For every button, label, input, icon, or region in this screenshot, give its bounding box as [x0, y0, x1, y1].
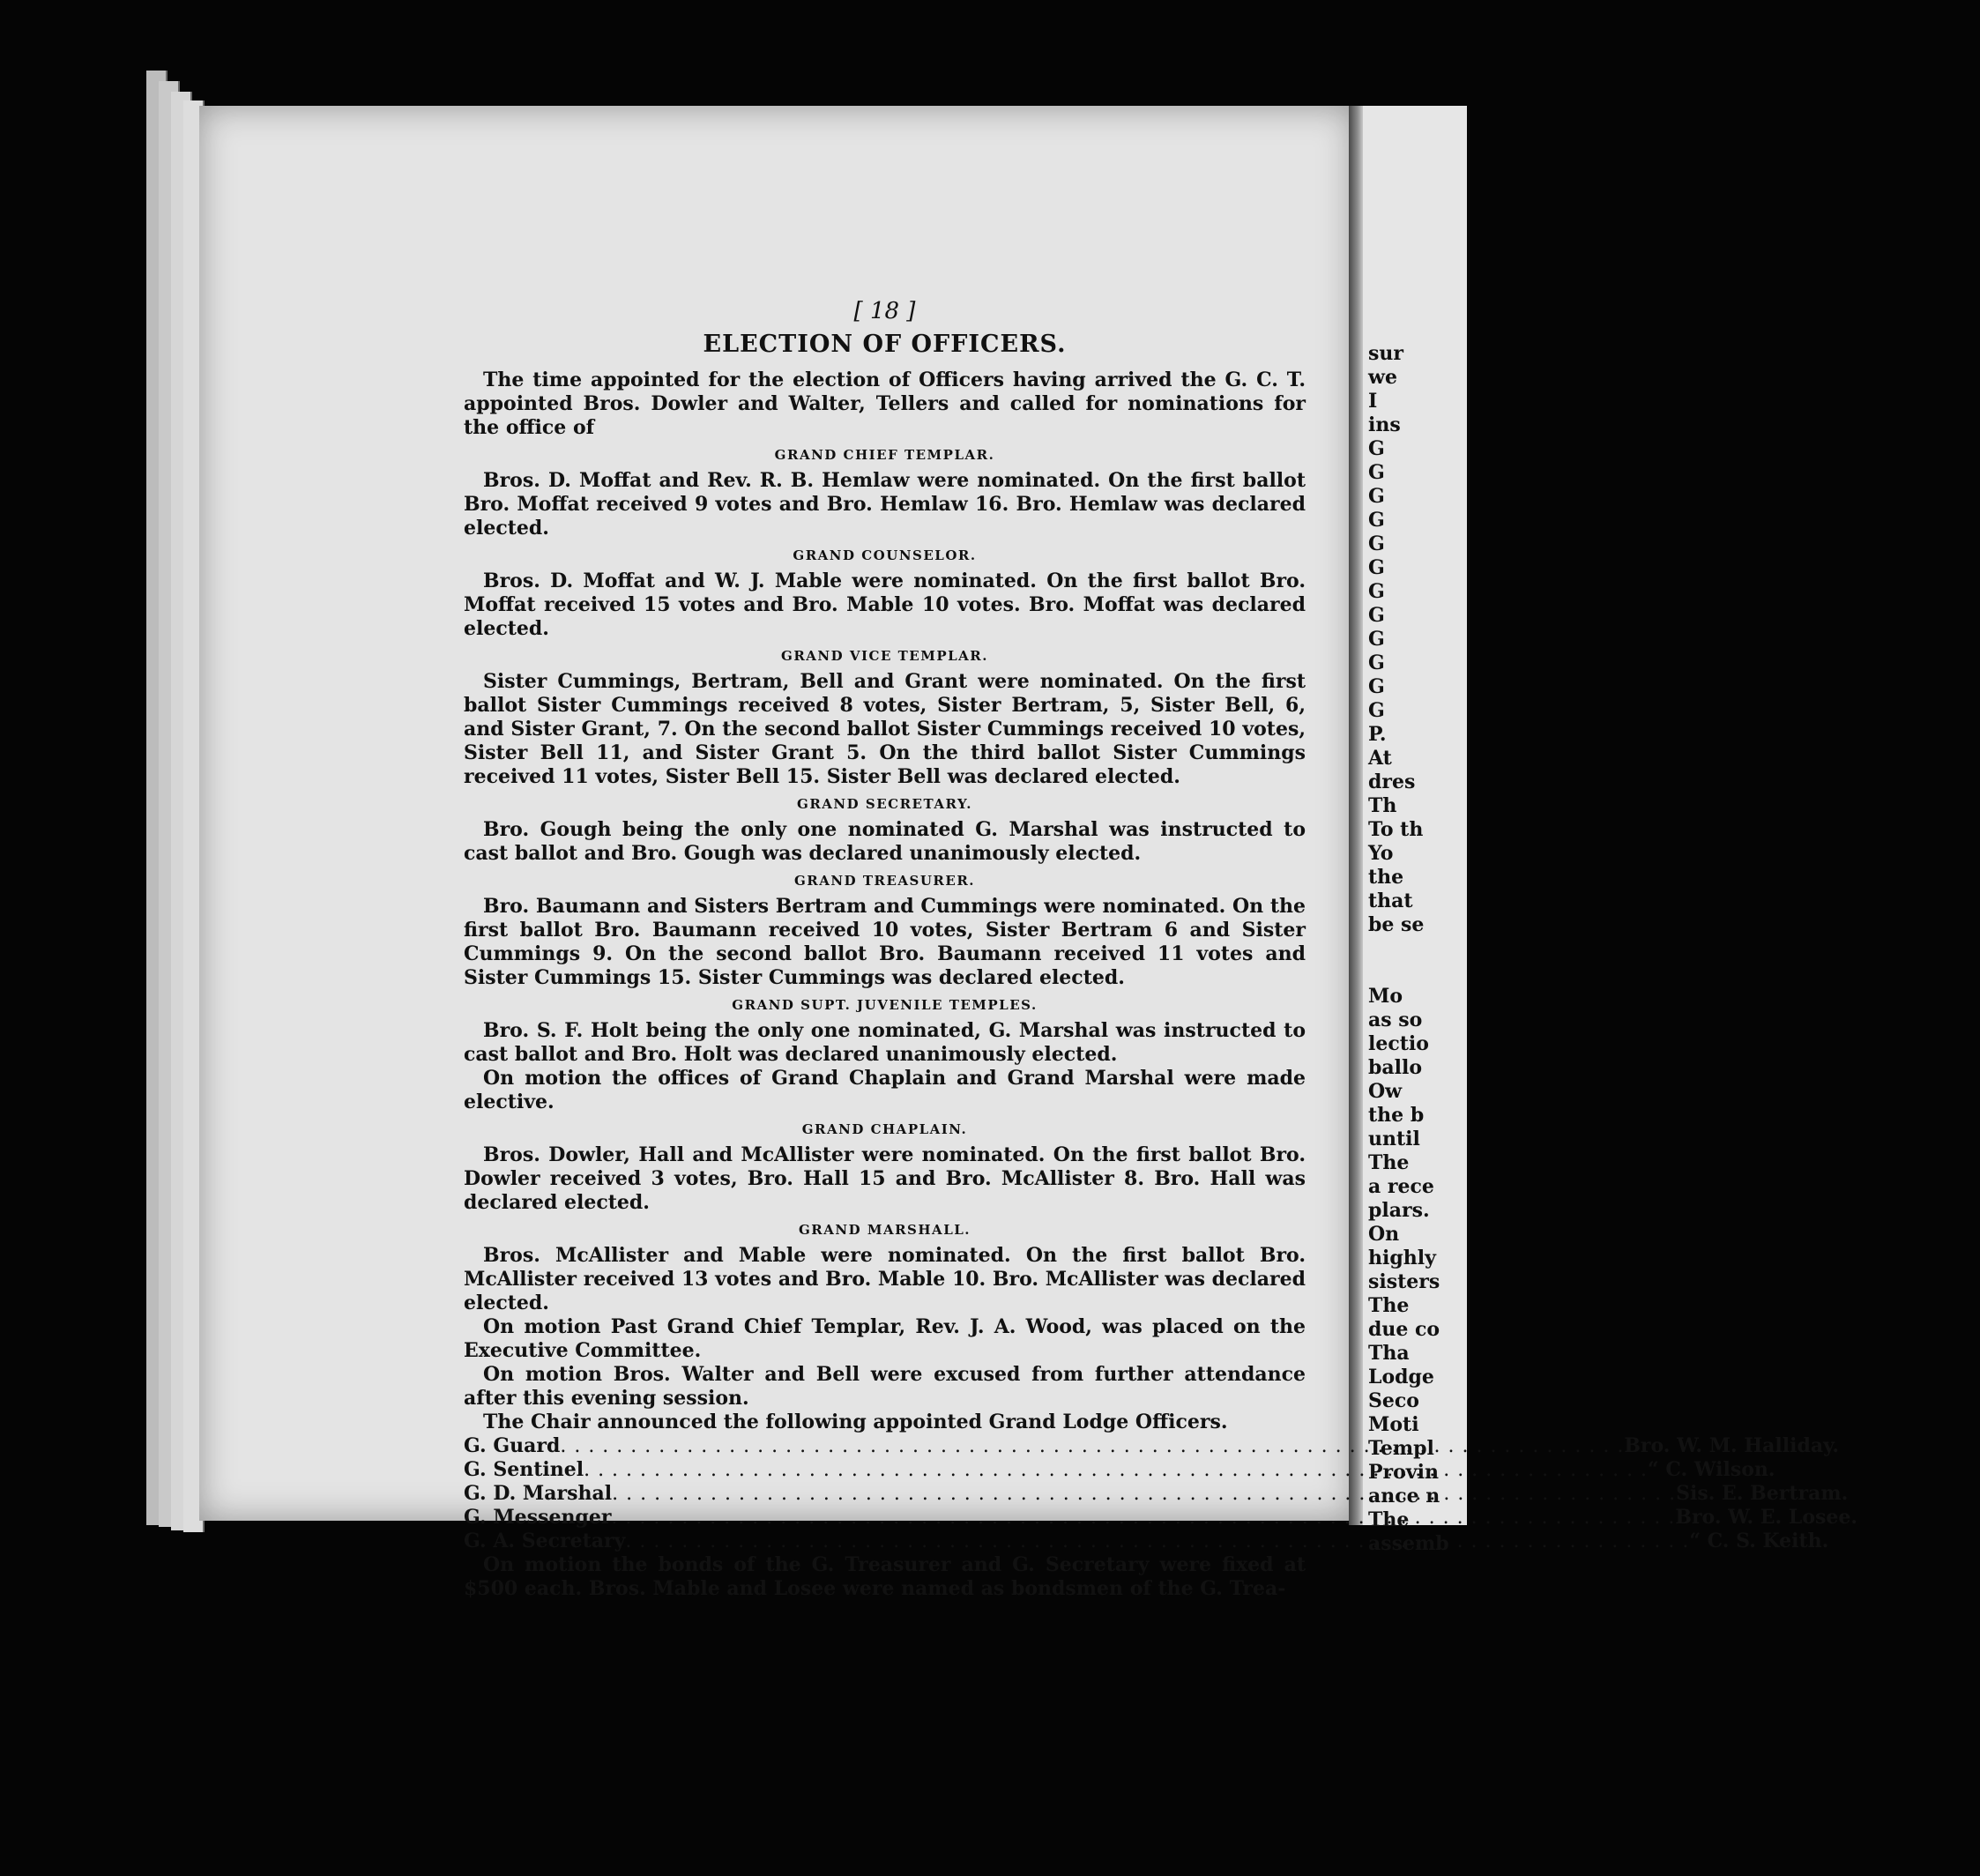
section-heading: GRAND CHIEF TEMPLAR. [774, 447, 995, 463]
officer-title: G. Guard [464, 1434, 561, 1457]
facing-page-line: At [1368, 747, 1392, 770]
officer-title: G. Sentinel [464, 1458, 584, 1481]
facing-page-line: be se [1368, 913, 1425, 936]
facing-page-line: that [1368, 890, 1413, 912]
page-title: ELECTION OF OFFICERS. [703, 331, 1067, 358]
section-text: Bros. McAllister and Mable were nominated. On the first ballot Bro. McAllister received 13 votes and Bro. Mable 10. Bro. McAllister was declared elected. [464, 1244, 1306, 1314]
officer-name: “ C. S. Keith. [1689, 1530, 1829, 1552]
facing-page-line: The [1368, 1294, 1410, 1317]
motion-paragraph: On motion Bros. Walter and Bell were excused from further attendance after this evening session. [464, 1363, 1306, 1410]
intro-paragraph: The time appointed for the election of Officers having arrived the G. C. T. appointed Bros. Dowler and Walter, Tellers and called for nominations for the office of [464, 368, 1306, 439]
facing-page-line: G [1368, 532, 1385, 555]
facing-page-line: On [1368, 1223, 1400, 1246]
facing-page-line: G [1368, 485, 1385, 508]
facing-page-line: due co [1368, 1318, 1440, 1341]
facing-page-line: G [1368, 699, 1385, 722]
facing-page-line [1368, 961, 1449, 985]
facing-page-line: The [1368, 1151, 1410, 1174]
section-heading: GRAND SECRETARY. [797, 796, 972, 812]
officer-title: G. Messenger [464, 1506, 612, 1529]
facing-page-line: G [1368, 556, 1385, 579]
section-text: Bros. D. Moffat and Rev. R. B. Hemlaw were nominated. On the first ballot Bro. Moffat received 9 votes and Bro. Hemlaw 16. Bro. Hemlaw was declared elected. [464, 469, 1306, 540]
facing-page-line: Mo [1368, 985, 1403, 1008]
officer-title: G. D. Marshal [464, 1482, 613, 1505]
facing-page-line: Seco [1368, 1389, 1419, 1412]
leader-dots [560, 1434, 1624, 1458]
motion-paragraph: On motion the offices of Grand Chaplain and Grand Marshal were made elective. [464, 1067, 1306, 1113]
facing-page-line: sur [1368, 342, 1403, 365]
facing-page-line: Templ [1368, 1437, 1434, 1460]
facing-page-line: G [1368, 675, 1385, 698]
facing-page-line: P. [1368, 723, 1387, 746]
facing-page-line: as so [1368, 1009, 1423, 1031]
chair-announcement: The Chair announced the following appointed Grand Lodge Officers. [483, 1411, 1228, 1433]
book-gutter [1349, 106, 1363, 1525]
facing-page-line: Tha [1368, 1342, 1410, 1365]
facing-page-line: Provin [1368, 1461, 1439, 1484]
leader-dots [611, 1506, 1675, 1530]
facing-page-line: G [1368, 437, 1385, 460]
facing-page-line: ins [1368, 413, 1401, 436]
facing-page-line: G [1368, 461, 1385, 484]
section-text: Bro. S. F. Holt being the only one nominated, G. Marshal was instructed to cast ballot and Bro. Holt was declared unanimously elected. [464, 1019, 1306, 1066]
officer-title: G. A. Secretary [464, 1530, 626, 1552]
facing-page-line: Th [1368, 794, 1397, 817]
facing-page-line: I [1368, 390, 1378, 413]
facing-page-line: a rece [1368, 1175, 1434, 1198]
facing-page-line: until [1368, 1128, 1420, 1150]
section-heading: GRAND COUNSELOR. [793, 547, 977, 563]
section-text: Bro. Baumann and Sisters Bertram and Cummings were nominated. On the first ballot Bro. Baumann received 10 votes, Sister Bertram 6 and Sister Cummings 9. On the second ballot Bro. Baumann received 11 votes and Sister Cummings 15. Sister Cummings was declared elected. [464, 895, 1306, 989]
officer-name: Bro. W. M. Halliday. [1624, 1434, 1840, 1457]
facing-page-text [1368, 342, 1449, 1556]
facing-page-line: assemb [1368, 1532, 1449, 1555]
facing-page-line: sisters [1368, 1270, 1440, 1293]
section-heading: GRAND TREASURER. [793, 873, 976, 889]
section-text: Bros. D. Moffat and W. J. Mable were nominated. On the first ballot Bro. Moffat received 15 votes and Bro. Mable 10 votes. Bro. Moffat was declared elected. [464, 570, 1306, 640]
facing-page-line: dres [1368, 770, 1416, 793]
page-number: [ 18 ] [853, 298, 916, 324]
facing-page-line: ance n [1368, 1485, 1440, 1508]
facing-page-line: Yo [1368, 842, 1394, 865]
section-text: Bros. Dowler, Hall and McAllister were nominated. On the first ballot Bro. Dowler received 3 votes, Bro. Hall 15 and Bro. McAllister 8. Bro. Hall was declared elected. [464, 1143, 1306, 1214]
officer-name: “ C. Wilson. [1648, 1458, 1775, 1481]
facing-page-line: highly [1368, 1247, 1436, 1269]
facing-page-line: lectio [1368, 1032, 1429, 1055]
leader-dots [625, 1530, 1689, 1553]
officer-name: Bro. W. E. Losee. [1675, 1506, 1858, 1529]
motion-paragraph: On motion the bonds of the G. Treasurer and G. Secretary were fixed at $500 each. Bros. Mable and Losee were named as bondsmen of the G. Trea- [464, 1553, 1306, 1600]
section-text: Bro. Gough being the only one nominated G. Marshal was instructed to cast ballot and Bro. Gough was declared unanimously elected. [464, 818, 1306, 865]
leader-dots [584, 1458, 1648, 1482]
section-heading: GRAND SUPT. JUVENILE TEMPLES. [732, 997, 1038, 1013]
facing-page-line: To th [1368, 818, 1424, 841]
motion-paragraph: On motion Past Grand Chief Templar, Rev. J. A. Wood, was placed on the Executive Committee. [464, 1315, 1306, 1362]
leader-dots [612, 1482, 1676, 1506]
facing-page-line: G [1368, 604, 1385, 627]
facing-page-line: ballo [1368, 1056, 1423, 1079]
facing-page-line: plars. [1368, 1199, 1430, 1222]
facing-page-line: the [1368, 866, 1404, 889]
facing-page-line: the b [1368, 1104, 1425, 1127]
section-heading: GRAND CHAPLAIN. [801, 1121, 968, 1137]
section-heading: GRAND VICE TEMPLAR. [781, 648, 988, 664]
facing-page-line: G [1368, 651, 1385, 674]
facing-page-line: G [1368, 509, 1385, 532]
facing-page-line: Ow [1368, 1080, 1403, 1103]
officer-name: Sis. E. Bertram. [1676, 1482, 1849, 1505]
section-text: Sister Cummings, Bertram, Bell and Grant were nominated. On the first ballot Sister Cummings received 8 votes, Sister Bertram, 5, Sister Bell, 6, and Sister Grant, 7. On the second ballot Sister Cummings received 10 votes, Sister Bell 11, and Sister Grant 5. On the third ballot Sister Cummings received 11 votes, Sister Bell 15. Sister Bell was declared elected. [464, 670, 1306, 788]
facing-page-line: G [1368, 628, 1385, 651]
facing-page-line: G [1368, 580, 1385, 603]
section-heading: GRAND MARSHALL. [798, 1222, 971, 1238]
facing-page-line [1368, 937, 1449, 961]
facing-page-line: Lodge [1368, 1366, 1434, 1388]
facing-page-line: we [1368, 366, 1397, 389]
facing-page-line: Moti [1368, 1413, 1419, 1436]
facing-page-line: The [1368, 1508, 1410, 1531]
facing-page-fragment [1363, 106, 1467, 1555]
